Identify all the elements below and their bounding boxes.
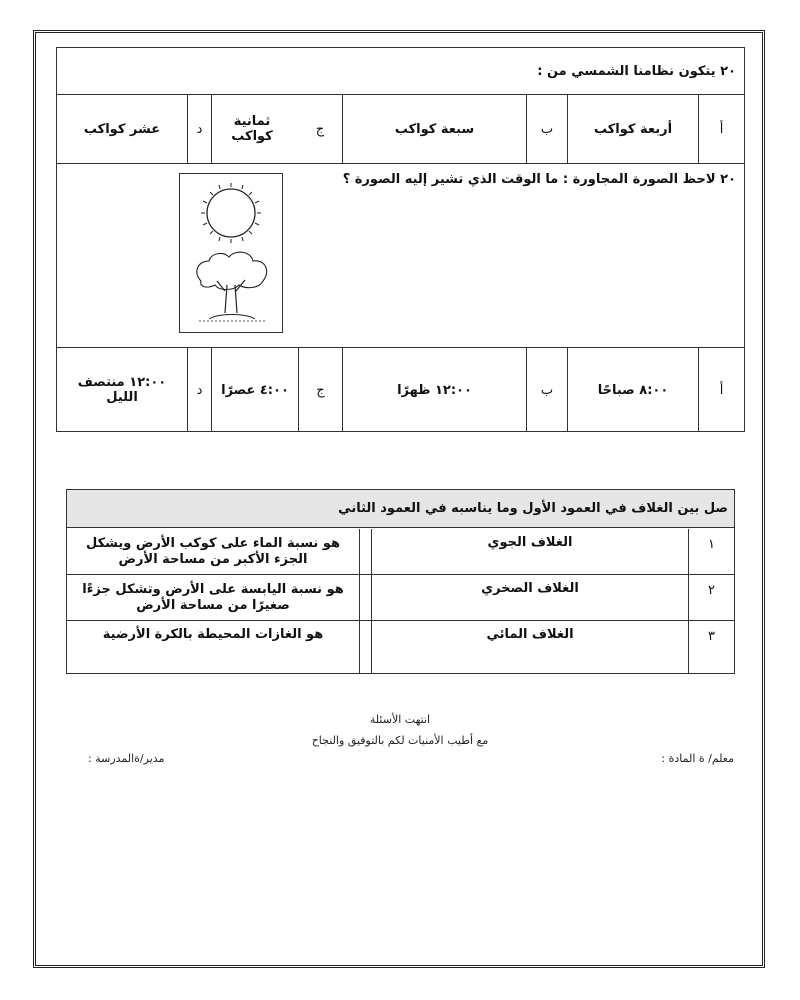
option-letter: ج bbox=[316, 382, 325, 398]
end-note: انتهت الأسئلة bbox=[369, 713, 431, 726]
matching-table bbox=[66, 489, 735, 674]
option-letter: ب bbox=[540, 382, 554, 398]
row-number: ١ bbox=[708, 537, 715, 552]
principal-label: مدير/ةالمدرسة : bbox=[88, 752, 165, 765]
teacher-label: معلم/ ة المادة : bbox=[661, 752, 734, 765]
question-2-text: ٢٠ لاحظ الصورة المجاورة : ما الوقت الذي تشير إليه الصورة ؟ bbox=[342, 172, 736, 187]
matching-instruction: صل بين الغلاف في العمود الأول وما يناسبه في العمود الثاني bbox=[67, 490, 734, 528]
option-text[interactable]: سبعة كواكب bbox=[394, 121, 475, 137]
option-text[interactable]: ٨:٠٠ صباحًا bbox=[597, 382, 669, 398]
divider bbox=[57, 163, 744, 164]
matching-term[interactable]: الغلاف الصخري bbox=[481, 581, 579, 596]
matching-term[interactable]: الغلاف الجوي bbox=[487, 535, 573, 550]
option-text[interactable]: ١٢:٠٠ منتصف الليل bbox=[77, 375, 167, 405]
option-letter: د bbox=[196, 121, 203, 137]
questions-table bbox=[56, 47, 745, 432]
option-letter: ج bbox=[315, 121, 325, 137]
option-letter: أ bbox=[719, 121, 724, 137]
option-text[interactable]: عشر كواكب bbox=[83, 121, 161, 137]
divider bbox=[359, 529, 360, 674]
option-letter: ب bbox=[540, 121, 554, 137]
row-number: ٢ bbox=[708, 583, 715, 598]
matching-description[interactable]: هو نسبة اليابسة على الأرض وتشكل جزءًا صغيرًا من مساحة الأرض bbox=[82, 581, 344, 613]
row-number: ٣ bbox=[708, 629, 715, 644]
sun-tree-image bbox=[179, 173, 283, 333]
option-text[interactable]: ثمانية كواكب bbox=[231, 114, 273, 144]
option-text[interactable]: أربعة كواكب bbox=[593, 121, 673, 137]
wish-note: مع أطيب الأمنيات لكم بالتوفيق والنجاح bbox=[311, 734, 489, 747]
matching-term[interactable]: الغلاف المائي bbox=[486, 627, 574, 642]
matching-description[interactable]: هو نسبة الماء على كوكب الأرض ويشكل الجزء الأكبر من مساحة الأرض bbox=[85, 535, 341, 567]
option-text[interactable]: ٤:٠٠ عصرًا bbox=[221, 382, 289, 398]
question-1-text: ٢٠ يتكون نظامنا الشمسي من : bbox=[537, 64, 736, 79]
option-letter: أ bbox=[719, 382, 724, 398]
option-letter: د bbox=[196, 382, 203, 398]
matching-description[interactable]: هو الغازات المحيطة بالكرة الأرضية bbox=[102, 627, 324, 642]
option-text[interactable]: ١٢:٠٠ ظهرًا bbox=[397, 382, 472, 398]
